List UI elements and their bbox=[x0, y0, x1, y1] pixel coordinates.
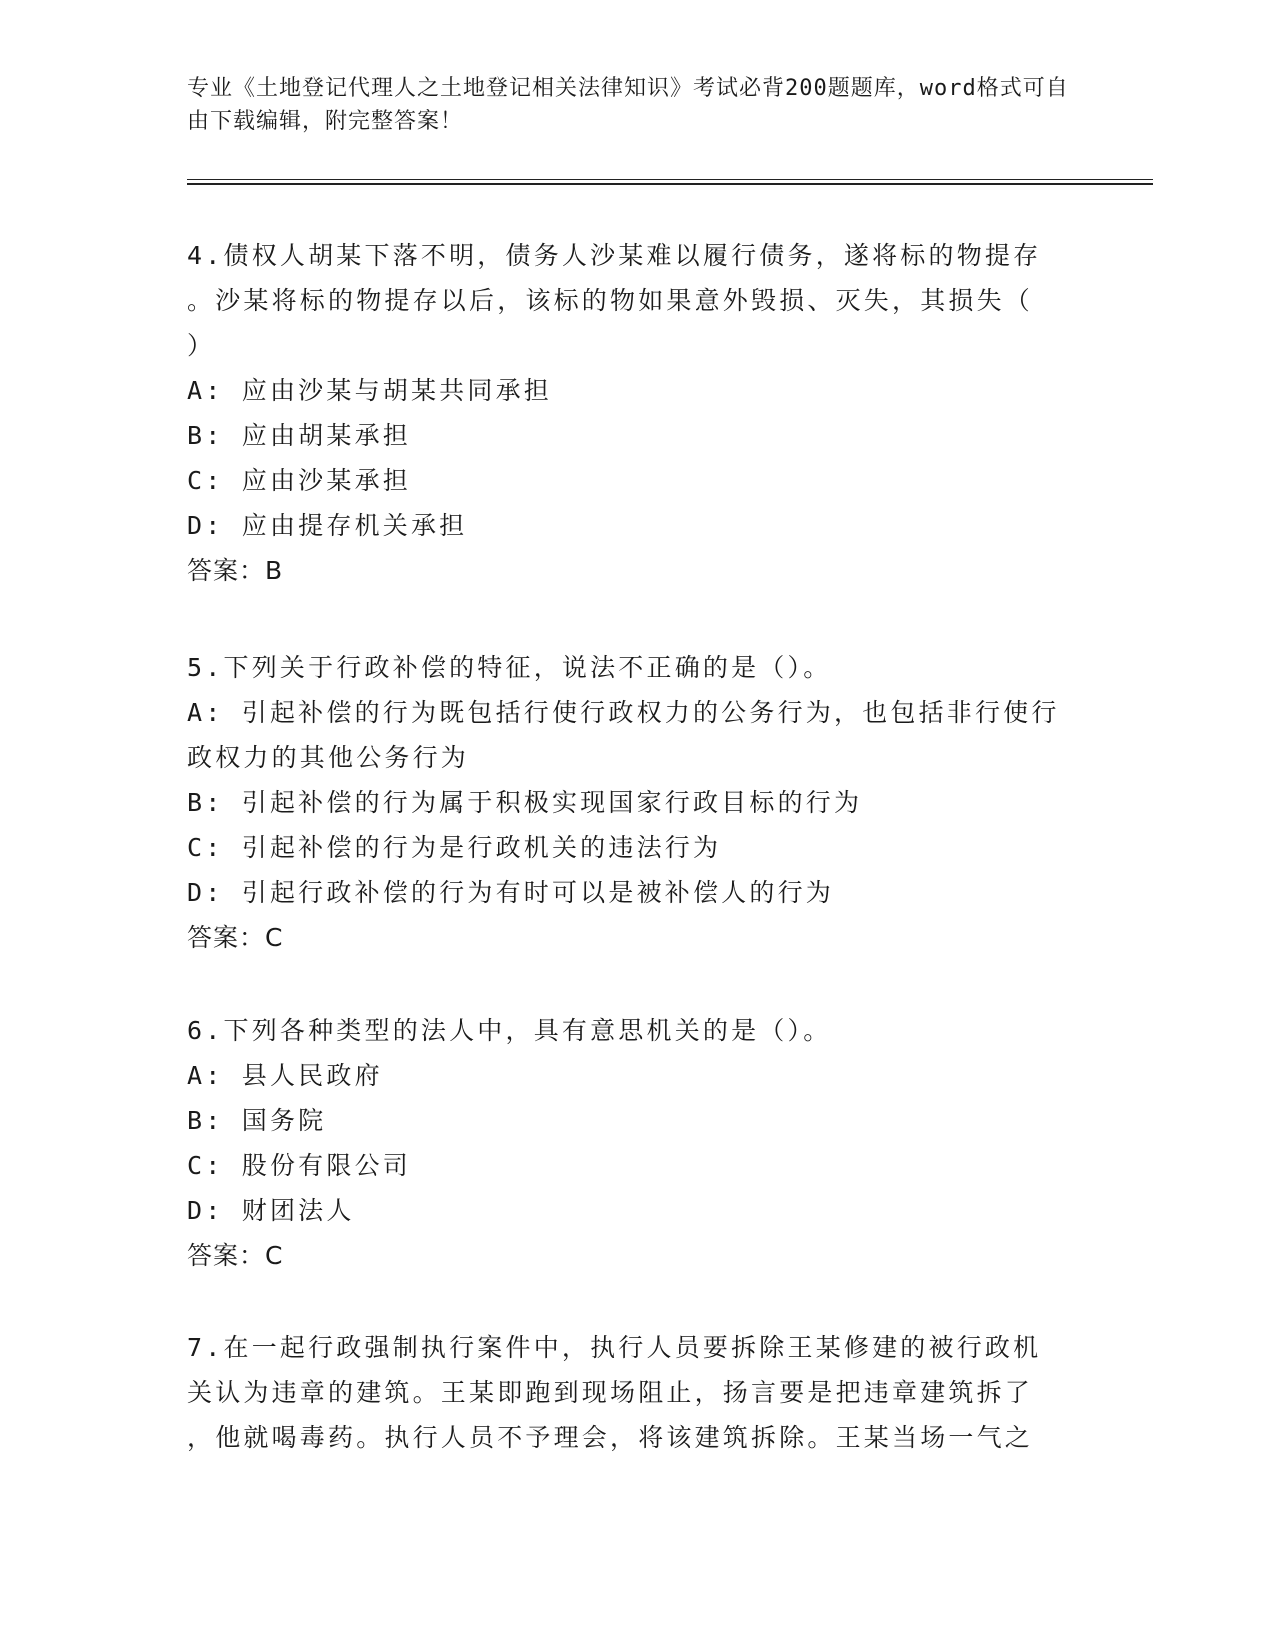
option-d bbox=[187, 503, 1067, 548]
option-text: 财团法人 bbox=[241, 1196, 355, 1225]
question-4 bbox=[187, 233, 1067, 593]
option-text: 应由提存机关承担 bbox=[241, 511, 468, 540]
option-text: 引起补偿的行为属于积极实现国家行政目标的行为 bbox=[241, 788, 863, 817]
document-header: 专业《土地登记代理人之土地登记相关法律知识》考试必背200题题库，word格式可自由下载编辑，附完整答案！ bbox=[187, 76, 1069, 134]
question-stem-line: 4.债权人胡某下落不明，债务人沙某难以履行债务，遂将标的物提存 bbox=[187, 241, 1042, 270]
option-text: 应由胡某承担 bbox=[241, 421, 411, 450]
question-stem-line: 关认为违章的建筑。王某即跑到现场阻止，扬言要是把违章建筑拆了 bbox=[187, 1378, 1034, 1407]
option-letter: C: bbox=[187, 1151, 224, 1180]
option-c bbox=[187, 825, 1067, 870]
option-letter: B: bbox=[187, 1106, 224, 1135]
option-text: 引起补偿的行为既包括行使行政权力的公务行为，也包括非行使行 bbox=[241, 698, 1060, 727]
option-text: 引起行政补偿的行为有时可以是被补偿人的行为 bbox=[241, 878, 834, 907]
option-letter: D: bbox=[187, 1196, 224, 1225]
answer-label: 答案：C bbox=[187, 1241, 284, 1270]
option-a-continued bbox=[187, 735, 1067, 780]
option-a bbox=[187, 368, 1067, 413]
option-letter: B: bbox=[187, 788, 224, 817]
option-text: 股份有限公司 bbox=[241, 1151, 411, 1180]
option-letter: A: bbox=[187, 698, 224, 727]
option-b bbox=[187, 1098, 1067, 1143]
answer-label: 答案：C bbox=[187, 923, 284, 952]
option-letter: B: bbox=[187, 421, 224, 450]
option-a bbox=[187, 690, 1067, 735]
option-c bbox=[187, 1143, 1067, 1188]
option-text: 引起补偿的行为是行政机关的违法行为 bbox=[241, 833, 722, 862]
option-text: 国务院 bbox=[241, 1106, 327, 1135]
option-letter: C: bbox=[187, 466, 224, 495]
question-stem-line: 。沙某将标的物提存以后，该标的物如果意外毁损、灭失，其损失（ bbox=[187, 286, 1034, 315]
question-stem-line: 5.下列关于行政补偿的特征，说法不正确的是（）。 bbox=[187, 653, 832, 682]
option-text: 应由沙某承担 bbox=[241, 466, 411, 495]
option-letter: A: bbox=[187, 1061, 224, 1090]
option-c bbox=[187, 458, 1067, 503]
option-b bbox=[187, 413, 1067, 458]
option-text: 县人民政府 bbox=[241, 1061, 383, 1090]
question-stem-line: ，他就喝毒药。执行人员不予理会，将该建筑拆除。王某当场一气之 bbox=[187, 1423, 1034, 1452]
question-stem-line: 6.下列各种类型的法人中，具有意思机关的是（）。 bbox=[187, 1016, 832, 1045]
question-6 bbox=[187, 1008, 1067, 1278]
question-5 bbox=[187, 645, 1067, 960]
option-d bbox=[187, 1188, 1067, 1233]
option-letter: D: bbox=[187, 511, 224, 540]
option-text: 政权力的其他公务行为 bbox=[187, 743, 470, 772]
option-letter: D: bbox=[187, 878, 224, 907]
question-stem-line: 7.在一起行政强制执行案件中，执行人员要拆除王某修建的被行政机 bbox=[187, 1333, 1042, 1362]
option-letter: C: bbox=[187, 833, 224, 862]
option-d bbox=[187, 870, 1067, 915]
option-letter: A: bbox=[187, 376, 224, 405]
option-a bbox=[187, 1053, 1067, 1098]
option-text: 应由沙某与胡某共同承担 bbox=[241, 376, 552, 405]
answer-label: 答案：B bbox=[187, 556, 284, 585]
header-rule-bottom bbox=[187, 183, 1153, 185]
option-b bbox=[187, 780, 1067, 825]
header-rule-top bbox=[187, 179, 1153, 180]
question-7 bbox=[187, 1325, 1067, 1460]
question-stem-line: ） bbox=[187, 331, 216, 360]
